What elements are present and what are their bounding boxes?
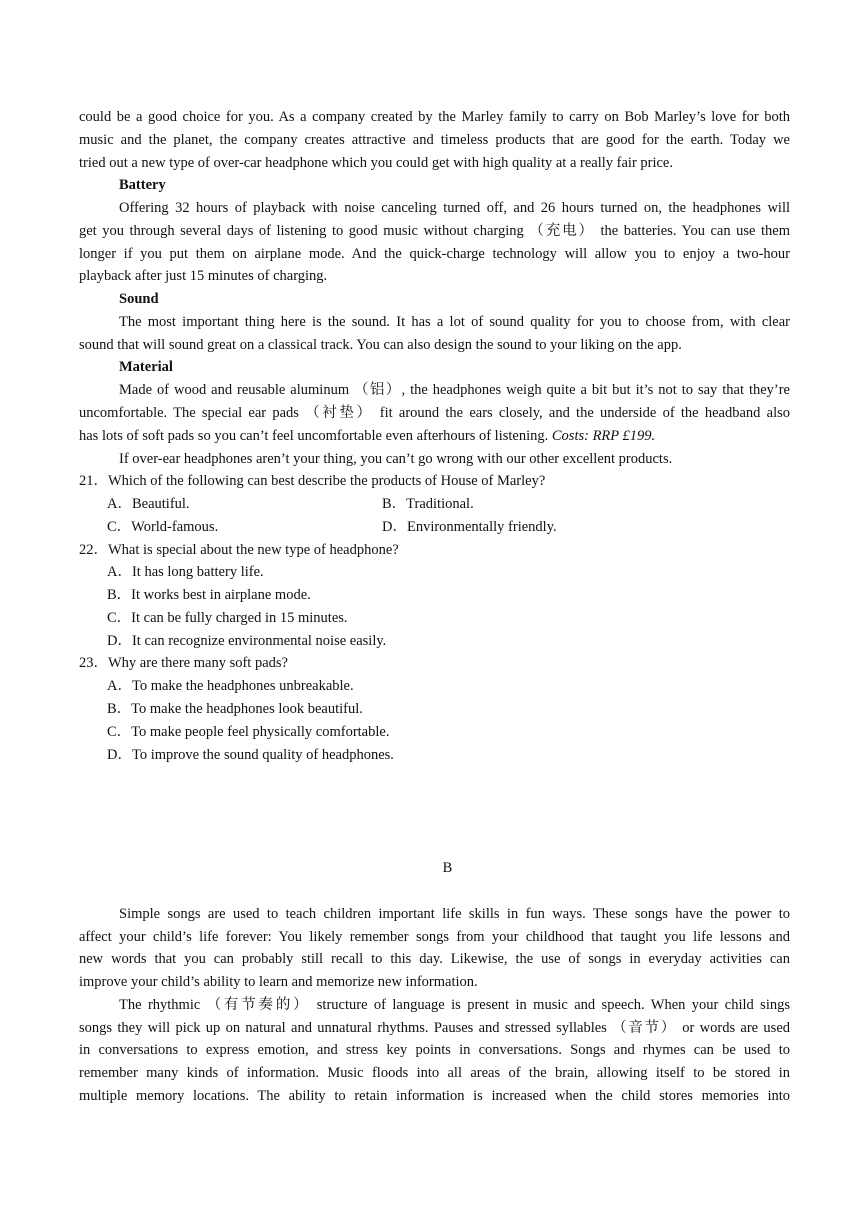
- question-21-option-c: C．World-famous.: [107, 519, 219, 535]
- material-heading: Material: [119, 359, 173, 375]
- passage-b-para2-line-4: remember many kinds of information. Music floods into all areas of the brain, allowing itself to be stored in: [79, 1065, 790, 1081]
- passage-b-para2-line-5: multiple memory locations. The ability to retain information is increased when the child stores memories into: [79, 1088, 790, 1104]
- question-23-option-c: C．To make people feel physically comfortable.: [107, 724, 390, 740]
- material-line-3-text: has lots of soft pads so you can’t feel uncomfortable even afterhours of listening.: [79, 428, 552, 444]
- question-21-stem: 21．Which of the following can best describe the products of House of Marley?: [79, 473, 546, 489]
- material-line-3: [79, 425, 655, 447]
- sound-line-2: sound that will sound great on a classical track. You can also design the sound to your liking on the app.: [79, 337, 682, 353]
- passage-a-intro-line-3: tried out a new type of over-car headphone which you could get with high quality at a really fair price.: [79, 155, 673, 171]
- battery-line-2: get you through several days of listening to good music without charging （充电） the batteries. You can use them: [79, 223, 790, 239]
- question-22-option-a: A．It has long battery life.: [107, 564, 264, 580]
- battery-line-1: Offering 32 hours of playback with noise canceling turned off, and 26 hours turned on, the headphones will: [119, 200, 790, 216]
- question-21-option-b: B．Traditional.: [382, 496, 474, 512]
- question-22-stem: 22．What is special about the new type of headphone?: [79, 542, 399, 558]
- battery-line-4: playback after just 15 minutes of charging.: [79, 268, 328, 284]
- cost-text: Costs: RRP £199.: [551, 428, 656, 444]
- sound-heading: Sound: [119, 291, 159, 307]
- question-22-option-b: B．It works best in airplane mode.: [107, 587, 311, 603]
- question-23-option-a: A．To make the headphones unbreakable.: [107, 678, 354, 694]
- passage-b-para1-line-4: improve your child’s ability to learn and memorize new information.: [79, 974, 478, 990]
- passage-b-title: B: [442, 860, 453, 876]
- question-22-option-c: C．It can be fully charged in 15 minutes.: [107, 610, 348, 626]
- passage-a-intro-line-1: could be a good choice for you. As a company created by the Marley family to carry on Bob Marley’s love for both: [79, 109, 790, 125]
- passage-b-para1-line-3: new words that you can probably still recall to this day. Likewise, the use of songs in everyday activities can: [79, 951, 790, 967]
- material-line-2: uncomfortable. The special ear pads （衬垫） fit around the ears closely, and the underside of the headband also: [79, 405, 790, 421]
- question-23-option-b: B．To make the headphones look beautiful.: [107, 701, 363, 717]
- battery-line-3: longer if you put them on airplane mode. And the quick-charge technology will allow you to enjoy a two-hour: [79, 246, 790, 262]
- passage-b-para2-line-1: The rhythmic （有节奏的） structure of language is present in music and speech. When your child sings: [119, 997, 790, 1013]
- passage-b-para1-line-1: Simple songs are used to teach children important life skills in fun ways. These songs have the power to: [119, 906, 790, 922]
- question-21-option-a: A．Beautiful.: [107, 496, 190, 512]
- passage-b-para2-line-2: songs they will pick up on natural and unnatural rhythms. Pauses and stressed syllables （音节） or words are used: [79, 1020, 790, 1036]
- question-23-stem: 23．Why are there many soft pads?: [79, 655, 288, 671]
- passage-a-intro-line-2: music and the planet, the company creates attractive and timeless products that are good for the earth. Today we: [79, 132, 790, 148]
- question-23-option-d: D．To improve the sound quality of headphones.: [107, 747, 394, 763]
- closing-line: If over-ear headphones aren’t your thing, you can’t go wrong with our other excellent products.: [119, 451, 673, 467]
- sound-line-1: The most important thing here is the sound. It has a lot of sound quality for you to choose from, with clear: [119, 314, 790, 330]
- battery-heading: Battery: [119, 177, 166, 193]
- passage-b-para2-line-3: in conversations to express emotion, and stress key points in conversations. Songs and rhymes can be used to: [79, 1042, 790, 1058]
- question-22-option-d: D．It can recognize environmental noise easily.: [107, 633, 387, 649]
- question-21-option-d: D．Environmentally friendly.: [382, 519, 557, 535]
- material-line-1: Made of wood and reusable aluminum （铝）, the headphones weigh quite a bit but it’s not to say that they’re: [119, 382, 790, 398]
- passage-b-para1-line-2: affect your child’s life forever: You likely remember songs from your childhood that taught you life lessons and: [79, 929, 790, 945]
